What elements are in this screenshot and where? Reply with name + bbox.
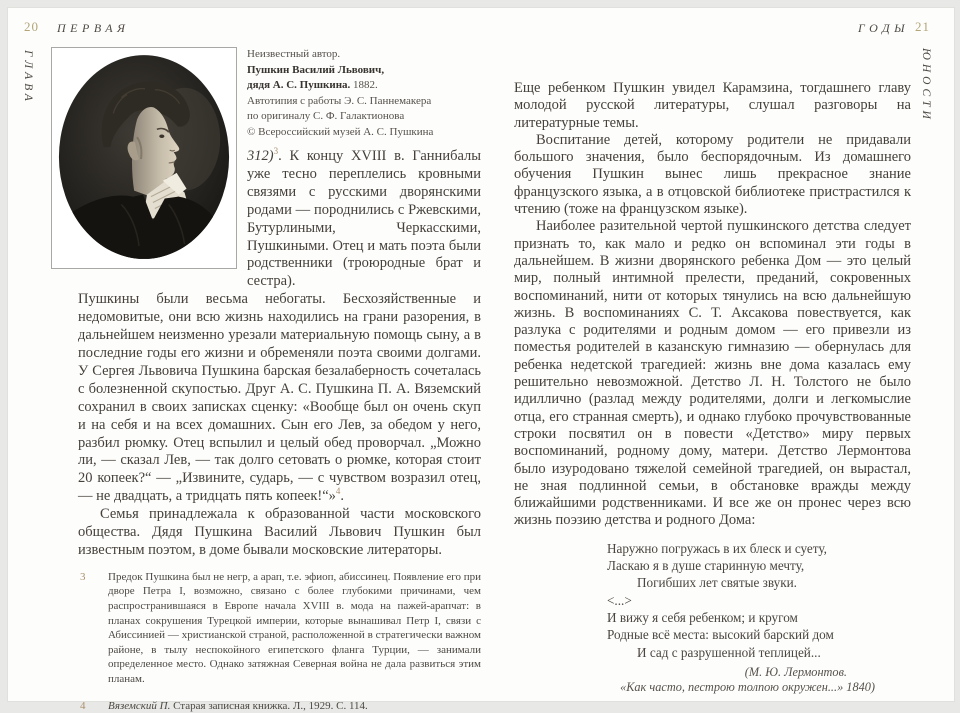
right-paragraph-2: Воспитание детей, которому родители не придавали большого значения, было беспорядочным. Из домашнего обучения Пушкин вынес лишь прекрасное знание французского языка, а в отцовской библиотеке пристрастился к чтению (тоже на французском языке). xyxy=(514,131,911,218)
caption-title-line1: Пушкин Василий Львович, xyxy=(247,63,385,76)
poem-attribution-source: «Как часто, пестрою толпою окружен...» 1840) xyxy=(620,680,875,695)
footnote-ref-3: 3 xyxy=(273,146,279,157)
caption-museum: © Всероссийский музей А. С. Пушкина xyxy=(247,125,434,138)
right-paragraph-3: Наиболее разительной чертой пушкинского детства следует признать то, как мало и редко он вспоминал эти годы в дальнейшем. В жизни дворянского ребенка Дом — это целый мир, полный интимной прелести, преданий, сокровенных воспоминаний, нити от которых тянулись на всю дальнейшую жизнь. В воспоминаниях С. Т. Аксакова повествуется, как разлука с родителями и родным домом — его привезли из поместья родителей в казанскую гимназию — обернулась для ребенка недетской трагедией: жизнь вне дома казалась ему решительно невозможной. Детство Л. Н. Толстого не было идиллично (разлад между родителями, долги и легкомыслие отца, его странная смерть), и однако глубоко прочувствованные строки посвятил он в повести «Детство» миру первых воспоминаний, родному дому, матери. Детство Лермонтова было изуродовано тяжелой семейной трагедией, он вырастал, не зная подлинной семьи, в обстановке вражды между ближайшими родственниками. И все же он пронес через всю жизнь поэзию детства и родного Дома: xyxy=(514,218,911,529)
left-paragraph-3: Семья принадлежала к образованной части московского общества. Дядя Пушкина Василий Львович Пушкин был известным поэтом, в доме бывали московские литераторы. xyxy=(78,506,481,558)
footnote-3-marker: 3 xyxy=(80,570,86,583)
poem-line: Ласкаю я в душе старинную мечту, xyxy=(607,558,805,574)
caption-title-line2: дядя А. С. Пушкина. 1882. xyxy=(247,79,378,91)
caption-original: по оригиналу С. Ф. Галактионова xyxy=(247,110,405,122)
poem-line: И сад с разрушенной теплицей... xyxy=(637,644,821,660)
section-margin-label: ЮНОСТИ xyxy=(920,48,932,123)
right-paragraph-1: Еще ребенком Пушкин увидел Карамзина, тогдашнего главу молодой русской литературы, слушал разговоры на литературные темы. xyxy=(514,80,911,131)
continuation-ref: 312) xyxy=(247,148,274,164)
left-page-body xyxy=(78,47,481,713)
footnote-3: 3 Предок Пушкина был не негр, а арап, т.е. эфиоп, абиссинец. Появление его при дворе Петра I, возможно, связано с более глубокими причинами, чем распространившаяся в Европе начала XVIII в. мода на пажей-арапчат: в планах сокрушения Турецкой империи, которые вынашивал Петр I, связи с Абиссинией — христианской страной, расположенной в стратегически важном районе, в тылу неспокойного египетского фланга Турции, — занимали определенное место. Однако затяжная Северная война не дала развиться этим планам. xyxy=(80,570,481,685)
poem-line: И вижу я себя ребенком; и кругом xyxy=(607,609,798,625)
caption-technique: Автотипия с работы Э. С. Паннемакера xyxy=(247,94,432,107)
footnote-ref-4: 4 xyxy=(335,486,341,497)
right-page-body xyxy=(514,80,911,696)
portrait-figure xyxy=(51,47,247,287)
poem-line: Наружно погружась в их блеск и суету, xyxy=(607,540,827,556)
portrait-engraving-image xyxy=(52,48,236,268)
page-number-right: 21 xyxy=(915,19,930,34)
poem-line: Погибших лет святые звуки. xyxy=(637,575,797,591)
left-paragraph-1: 312)$^3$. К концу XVIII в. Ганнибалы уже тесно переплелись кровными связями с русскими дворянскими родами — породнились с Ржевскими, Бутурлиными, Черкасскими, Пушкиными. Отец и мать поэта были родственники (троюродные брат и сестра). xyxy=(247,146,481,290)
poem-line: Родные всё места: высокий барский дом xyxy=(607,627,834,643)
footnote-4-marker: 4 xyxy=(80,699,86,712)
poem-quote xyxy=(607,540,875,696)
poem-attribution-author: (М. Ю. Лермонтов. xyxy=(744,664,847,679)
running-title-left: ПЕРВАЯ xyxy=(57,21,130,35)
footnotes-block xyxy=(78,570,481,713)
caption-author: Неизвестный автор. xyxy=(247,48,341,60)
running-title-right: ГОДЫ xyxy=(858,21,910,35)
poem-ellipsis-line: <...> xyxy=(607,592,632,608)
footnote-4-author: Вяземский П. xyxy=(108,699,171,712)
chapter-margin-label: ГЛАВА xyxy=(22,50,34,105)
footnote-4: 4 Вяземский П. Старая записная книжка. Л., 1929. С. 114. xyxy=(80,699,368,712)
page-number-left: 20 xyxy=(24,19,39,34)
portrait-frame xyxy=(51,47,237,269)
left-paragraph-2: Пушкины были весьма небогаты. Бесхозяйственные и недомовитые, они всю жизнь находились на грани разорения, в дальнейшем неизменно урезали материальную помощь сыну, а в последние годы его жизни и обременяли поэта своими долгами. У Сергея Львовича Пушкина барская безалаберность сочеталась с болезненной скупостью. Друг А. С. Пушкина П. А. Вяземский сохранил в своих записках сценку: «Вообще был он очень скуп и на себя и на всех домашних. Сын его Лев, за обедом у него, разбил рюмку. Отец вспылил и целый обед проворчал. „Можно ли, — сказал Лев, — так долго сетовать о рюмке, которая стоит 20 копеек?“ — „Извините, сударь, — с чувством возразил отец, — не двадцать, а тридцать пять копеек!“»$^4$. xyxy=(78,291,481,505)
